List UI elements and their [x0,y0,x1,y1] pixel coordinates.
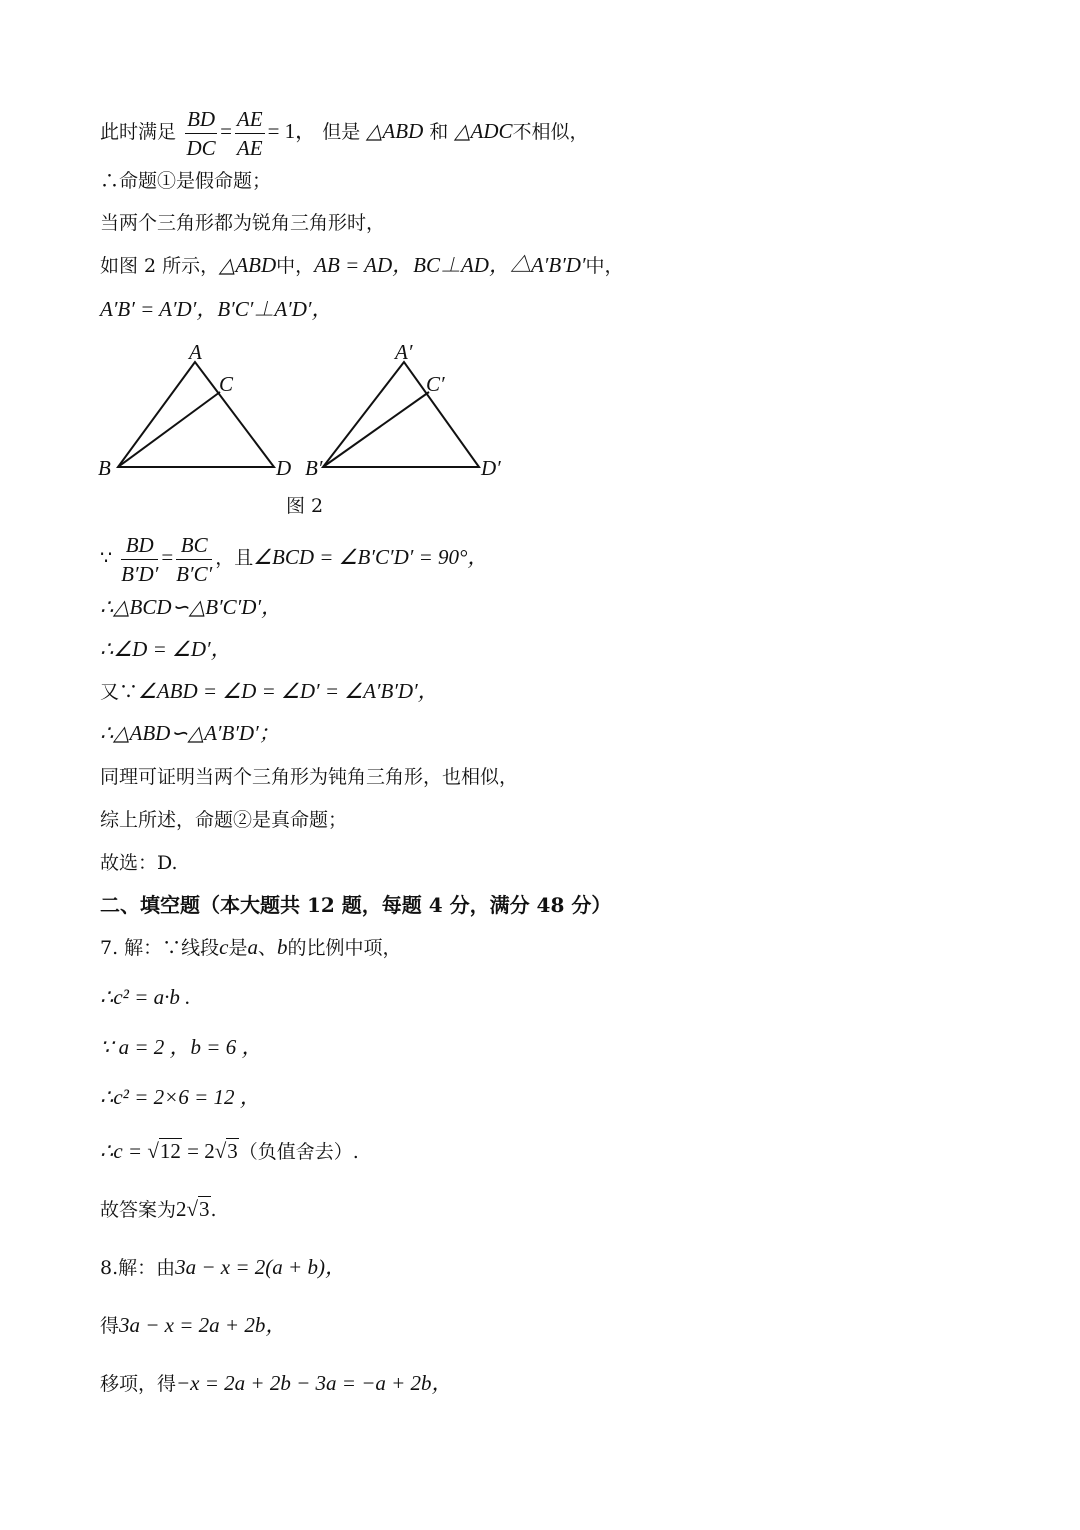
text-prefix: 移项，得 [100,1373,177,1395]
text-prefix: 故答案为 [100,1199,177,1221]
fraction-bd-bdprime [121,531,158,588]
solution-line-2: ∴命题①是假命题； [100,170,272,192]
text-prefix: 8.解：由 [100,1257,176,1279]
solution-line-5: A′B′ = A′D′，B′C′⊥A′D′， [100,297,333,321]
vector-equation: −x = 2a + 2b − 3a = −a + 2b， [176,1371,453,1395]
label-a-prime: A′ [395,340,413,364]
text-and: ，且 [215,547,254,569]
solution-line-3: 当两个三角形都为锐角三角形时， [100,212,386,234]
text-prefix: 得 [100,1315,120,1337]
solution-line-13: 故选：D. [100,852,178,874]
q8-line-1 [100,1252,346,1283]
math-angles: ∠ABD = ∠D = ∠D′ = ∠A′B′D′， [138,679,439,703]
text-is: 是 [228,937,248,959]
text-prefix: 此时满足 [100,121,177,143]
triangle-adc: △ADC [454,119,513,143]
fraction-numerator: AE [235,105,265,134]
fraction-denominator: AE [236,135,263,160]
label-d-prime: D′ [481,456,501,480]
text-sep: 、 [258,937,278,959]
solution-line-6: ∵ $\frac{BD}{B'D'}$ = $\frac{BC}{B'C'}$ ，且∠BCD = ∠B′C′D′ = 90°， [100,532,489,586]
fraction-denominator: DC [186,135,216,160]
q7-line-1 [100,932,402,963]
section-header: 二、填空题（本大题共 12 题，每题 4 分，满分 48 分） [100,893,612,917]
q8-line-3 [100,1368,453,1399]
answer-sqrt-3: 3 [199,1197,210,1221]
text-prefix: 如图 2 所示， [100,255,220,277]
fraction-numerator: BC [176,531,212,560]
sqrt-3: 3 [227,1139,238,1163]
solution-line-11: 同理可证明当两个三角形为钝角三角形，也相似， [100,766,519,788]
var-c: c [219,935,229,959]
math-triangle: △ABD [219,253,277,277]
fraction-ae-ae [235,105,265,162]
q7-line-3: ∵ a = 2 ，b = 6 ， [100,1035,263,1059]
figure-2 [90,335,530,525]
fraction-bc-bcprime [176,531,212,588]
q7-line-5: ∴c = √12 = 2√3（负值舍去）. [100,1139,359,1163]
label-c: C [219,372,234,396]
math-prefix: ∴c = [100,1139,148,1163]
vector-equation: 3a − x = 2(a + b)， [175,1255,346,1279]
q7-answer: 故答案为2√3. [100,1197,217,1221]
text-suffix: 不相似， [512,121,589,143]
fraction-denominator: B′D′ [121,561,159,586]
text-mid: 中， [276,255,315,277]
solution-line-10: ∴△ABD∽△A′B′D′； [100,721,280,745]
q7-line-2: ∴c² = a·b . [100,985,191,1009]
text-prefix: 又∵ [100,681,139,703]
text-prefix: 7. 解：∵线段 [100,937,220,959]
q7-line-4: ∴c² = 2×6 = 12 ， [100,1085,261,1109]
label-d: D [276,456,292,480]
label-a: A [189,340,202,364]
var-b: b [277,935,288,959]
fraction-denominator: B′C′ [176,561,213,586]
text-suffix: . [210,1199,217,1221]
fraction-numerator: BD [121,531,158,560]
triangle-abd: △ABD [366,119,424,143]
because-symbol: ∵ [100,547,113,569]
right-triangle [305,340,501,480]
label-b: B [98,456,111,480]
vector-equation: 3a − x = 2a + 2b， [119,1313,287,1337]
text-note: （负值舍去）. [238,1141,359,1163]
solution-line-4 [100,250,624,281]
text-suffix: 中， [585,255,624,277]
equals-one: = 1， [267,119,317,143]
math-conditions: AB = AD，BC⊥AD，△A′B′D′ [314,253,586,277]
solution-line-8: ∴∠D = ∠D′， [100,637,232,661]
text-suffix: 的比例中项， [287,937,402,959]
fraction-numerator: BD [185,105,217,134]
left-triangle [98,340,291,480]
figure-caption: 图 2 [286,495,324,517]
answer-two: 2 [176,1197,187,1221]
text-but: 但是 [322,121,361,143]
q8-line-2 [100,1310,286,1341]
sqrt-12: 12 [159,1139,181,1163]
math-angles: ∠BCD = ∠B′C′D′ = 90°， [253,545,489,569]
solution-line-12: 综上所述，命题②是真命题； [100,809,348,831]
solution-line-9 [100,676,439,707]
label-c-prime: C′ [426,372,445,396]
fraction-bd-dc [185,105,217,162]
solution-line-1: 此时满足 $\frac{BD}{DC}$ = $\frac{AE}{AE}$ = 1， 但是 △ABD 和 △ADC不相似， [100,106,589,160]
var-a: a [247,935,259,959]
text-and: 和 [429,121,449,143]
label-b-prime: B′ [305,456,323,480]
math-equals: = 2 [181,1139,215,1163]
solution-line-7: ∴△BCD∽△B′C′D′， [100,595,283,619]
